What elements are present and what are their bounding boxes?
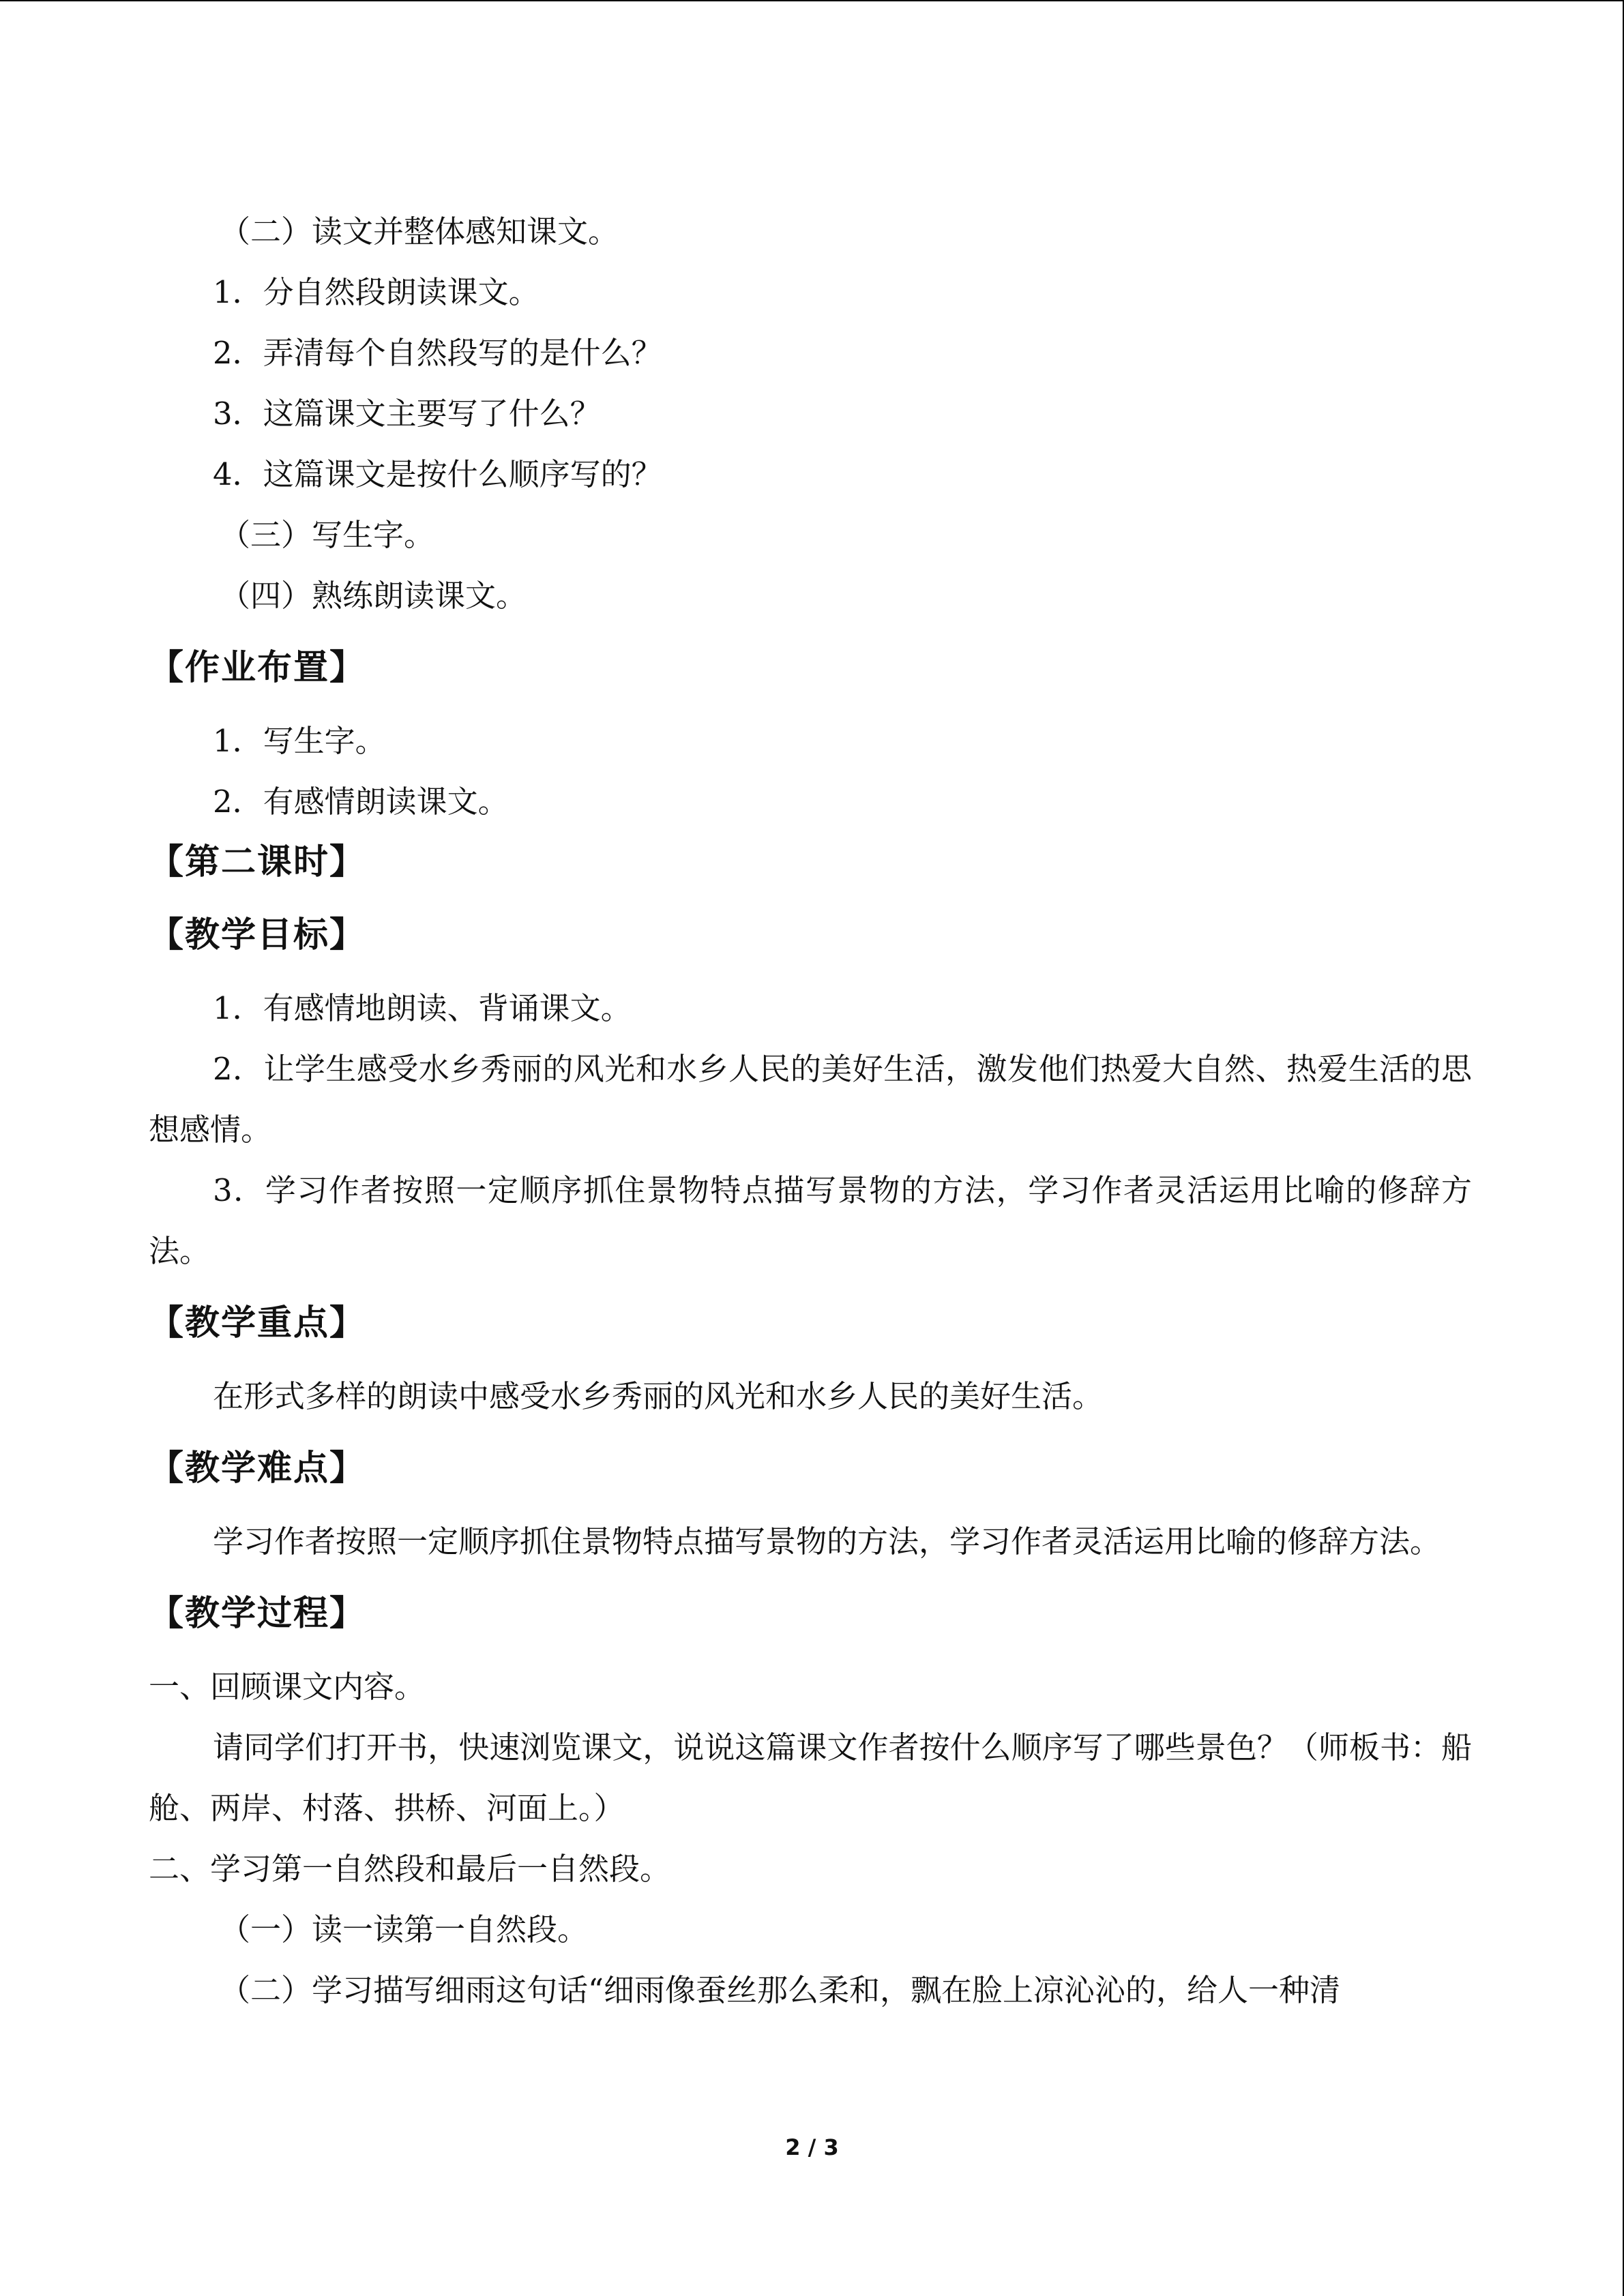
section-heading: 【教学过程】 bbox=[149, 1594, 366, 1634]
paragraph: 学习作者按照一定顺序抓住景物特点描写景物的方法，学习作者灵活运用比喻的修辞方法。 bbox=[213, 1523, 1441, 1560]
outline-item: 二、学习第一自然段和最后一自然段。 bbox=[149, 1851, 671, 1887]
paragraph: 3．学习作者按照一定顺序抓住景物特点描写景物的方法，学习作者灵活运用比喻的修辞方法。 bbox=[149, 1172, 1472, 1269]
list-item: （二）学习描写细雨这句话“细雨像蚕丝那么柔和，飘在脸上凉沁沁的，给人一种清 bbox=[220, 1972, 1341, 2008]
document-body bbox=[149, 201, 1472, 2021]
section-heading: 【第二课时】 bbox=[149, 842, 366, 882]
paragraph: 2．让学生感受水乡秀丽的风光和水乡人民的美好生活，激发他们热爱大自然、热爱生活的思想感情。 bbox=[149, 1051, 1472, 1148]
section-heading: 【教学重点】 bbox=[149, 1303, 366, 1343]
section-heading: 【教学难点】 bbox=[149, 1448, 366, 1489]
section-heading: 【作业布置】 bbox=[149, 648, 366, 688]
list-item: 1．分自然段朗读课文。 bbox=[213, 274, 540, 310]
paragraph: 请同学们打开书，快速浏览课文，说说这篇课文作者按什么顺序写了哪些景色？（师板书：船舱、两岸、村落、拱桥、河面上。） bbox=[149, 1729, 1472, 1826]
list-item: 2．弄清每个自然段写的是什么？ bbox=[213, 335, 662, 371]
list-item: 3．这篇课文主要写了什么？ bbox=[213, 396, 601, 432]
list-item: 1．有感情地朗读、背诵课文。 bbox=[213, 990, 632, 1026]
list-item: 2．有感情朗读课文。 bbox=[213, 784, 509, 820]
outline-item: 一、回顾课文内容。 bbox=[149, 1669, 426, 1705]
list-item: 4．这篇课文是按什么顺序写的？ bbox=[213, 456, 662, 492]
list-item: 1．写生字。 bbox=[213, 723, 386, 759]
list-item: （三）写生字。 bbox=[220, 517, 435, 553]
paragraph: 在形式多样的朗读中感受水乡秀丽的风光和水乡人民的美好生活。 bbox=[213, 1378, 1104, 1414]
list-item: （四）熟练朗读课文。 bbox=[220, 578, 527, 614]
section-heading: 【教学目标】 bbox=[149, 915, 366, 955]
list-item: （一）读一读第一自然段。 bbox=[220, 1911, 589, 1948]
page-number: 2 / 3 bbox=[785, 2134, 839, 2160]
list-item: （二）读文并整体感知课文。 bbox=[220, 213, 619, 250]
